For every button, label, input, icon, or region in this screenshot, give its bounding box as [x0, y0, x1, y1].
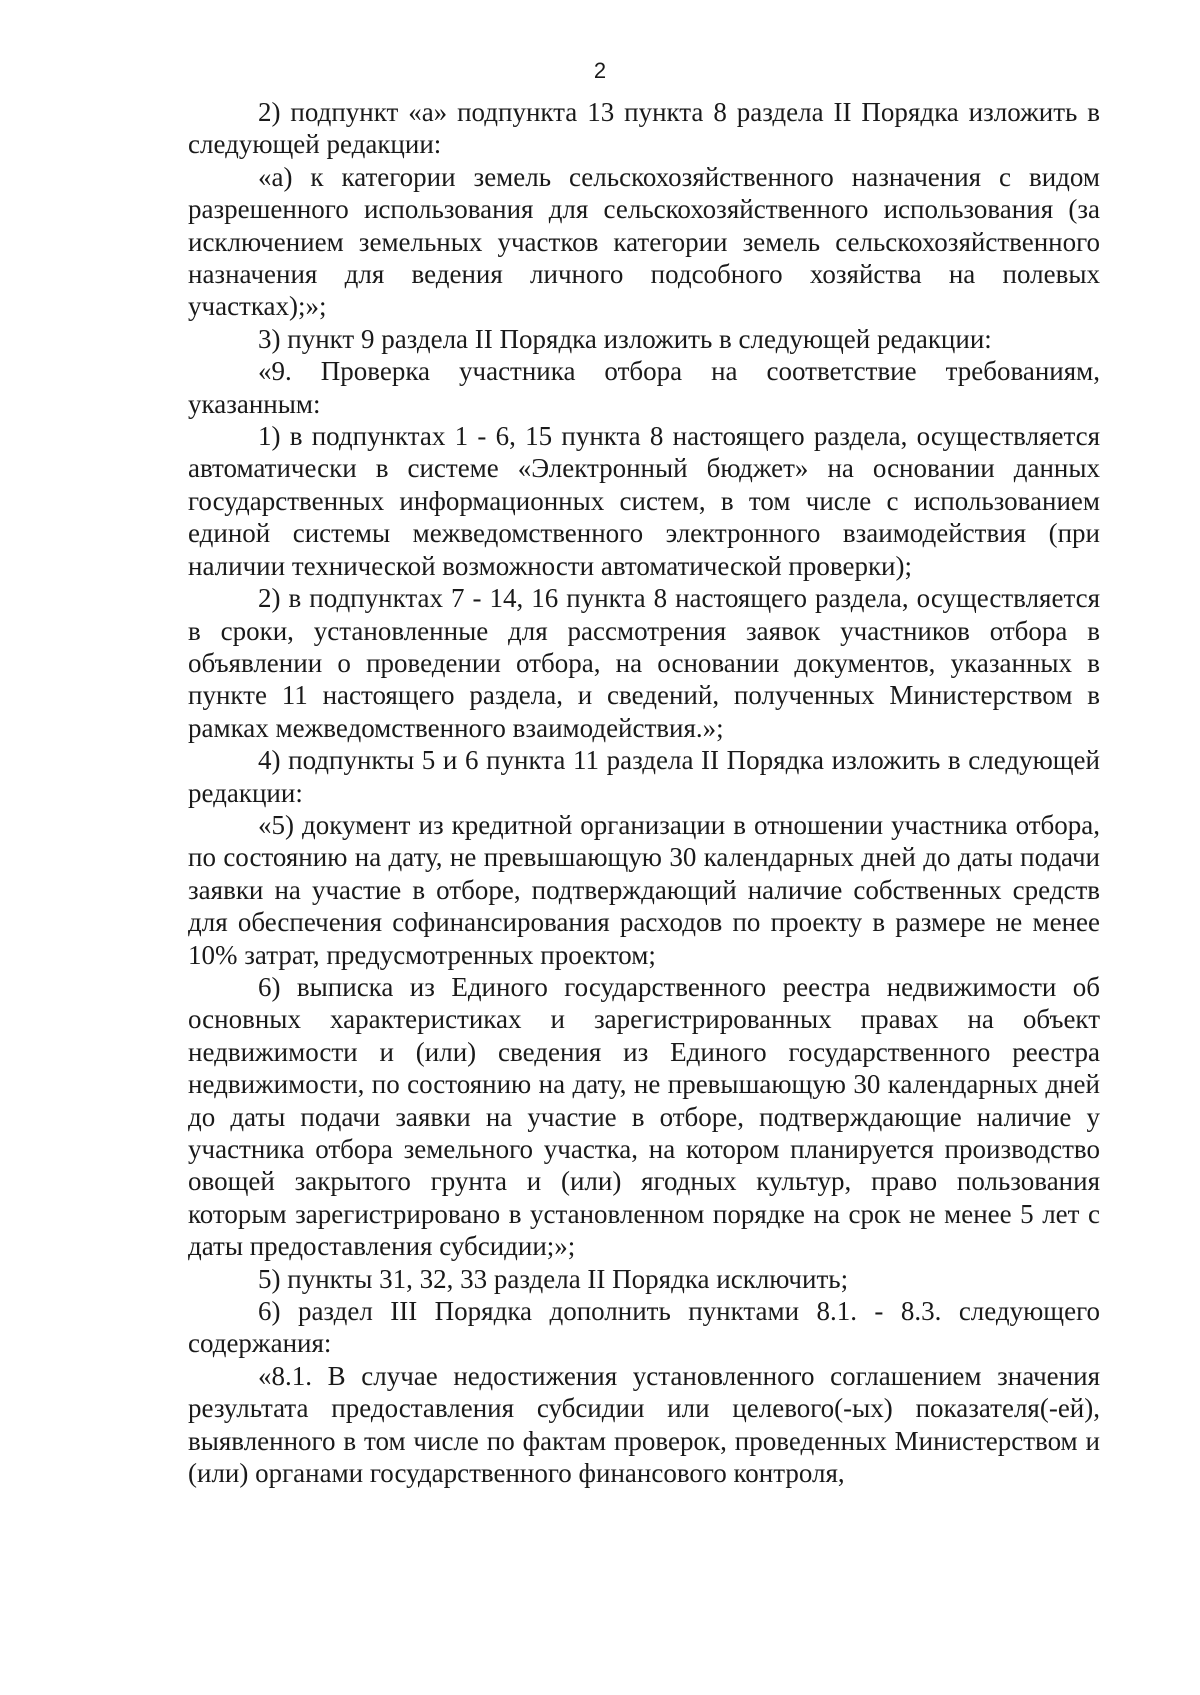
paragraph-item-9-subitem-1: 1) в подпунктах 1 - 6, 15 пункта 8 настоящего раздела, осуществляется автоматически в системе «Электронный бюджет» на основании данных государственных информационных систем, в том числе с использованием единой системы межведомственного электронного взаимодействия (при наличии технической возможности автоматической проверки);	[188, 421, 1100, 581]
paragraph-subitem-2: 2) подпункт «а» подпункта 13 пункта 8 раздела II Порядка изложить в следующей редакции:	[188, 97, 1100, 160]
page-number: 2	[593, 58, 607, 83]
paragraph-subitem-4: 4) подпункты 5 и 6 пункта 11 раздела II Порядка изложить в следующей редакции:	[188, 745, 1100, 808]
paragraph-subitem-5: 5) пункты 31, 32, 33 раздела II Порядка исключить;	[258, 1263, 849, 1294]
paragraph-item-9-subitem-2: 2) в подпунктах 7 - 14, 16 пункта 8 настоящего раздела, осуществляется в сроки, установленные для рассмотрения заявок участников отбора в объявлении о проведении отбора, на основании документов, указанных в пункте 11 настоящего раздела, и сведений, полученных Министерством в рамках межведомственного взаимодействия.»;	[188, 583, 1100, 743]
paragraph-quoted-subitem-a: «а) к категории земель сельскохозяйственного назначения с видом разрешенного использования для сельскохозяйственного использования (за исключением земельных участков категории земель сельскохозяйственного назначения для ведения личного подсобного хозяйства на полевых участках);»;	[188, 161, 1100, 322]
paragraph-quoted-subitem-6: 6) выписка из Единого государственного реестра недвижимости об основных характеристиках и зарегистрированных правах на объект недвижимости и (или) сведения из Единого государственного реестра недвижимости, по состоянию на дату, не превышающую 30 календарных дней до даты подачи заявки на участие в отборе, подтверждающие наличие у участника отбора земельного участка, на котором планируется производство овощей закрытого грунта и (или) ягодных культур, право пользования которым зарегистрировано в установленном порядке на срок не менее 5 лет с даты предоставления субсидии;»;	[188, 971, 1100, 1262]
paragraph-quoted-item-8-1: «8.1. В случае недостижения установленного соглашением значения результата предоставления субсидии или целевого(-ых) показателя(-ей), выявленного в том числе по фактам проверок, проведенных Министерством и (или) органами государственного финансового контроля,	[188, 1360, 1100, 1489]
paragraph-quoted-subitem-5: «5) документ из кредитной организации в отношении участника отбора, по состоянию на дату, не превышающую 30 календарных дней до даты подачи заявки на участие в отборе, подтверждающий наличие собственных средств для обеспечения софинансирования расходов по проекту в размере не менее 10% затрат, предусмотренных проектом;	[188, 809, 1100, 970]
paragraph-subitem-3: 3) пункт 9 раздела II Порядка изложить в следующей редакции:	[258, 323, 992, 354]
paragraph-quoted-item-9: «9. Проверка участника отбора на соответствие требованиям, указанным:	[188, 356, 1100, 419]
paragraph-subitem-6: 6) раздел III Порядка дополнить пунктами 8.1. - 8.3. следующего содержания:	[188, 1296, 1100, 1359]
document-body	[188, 96, 1100, 1489]
